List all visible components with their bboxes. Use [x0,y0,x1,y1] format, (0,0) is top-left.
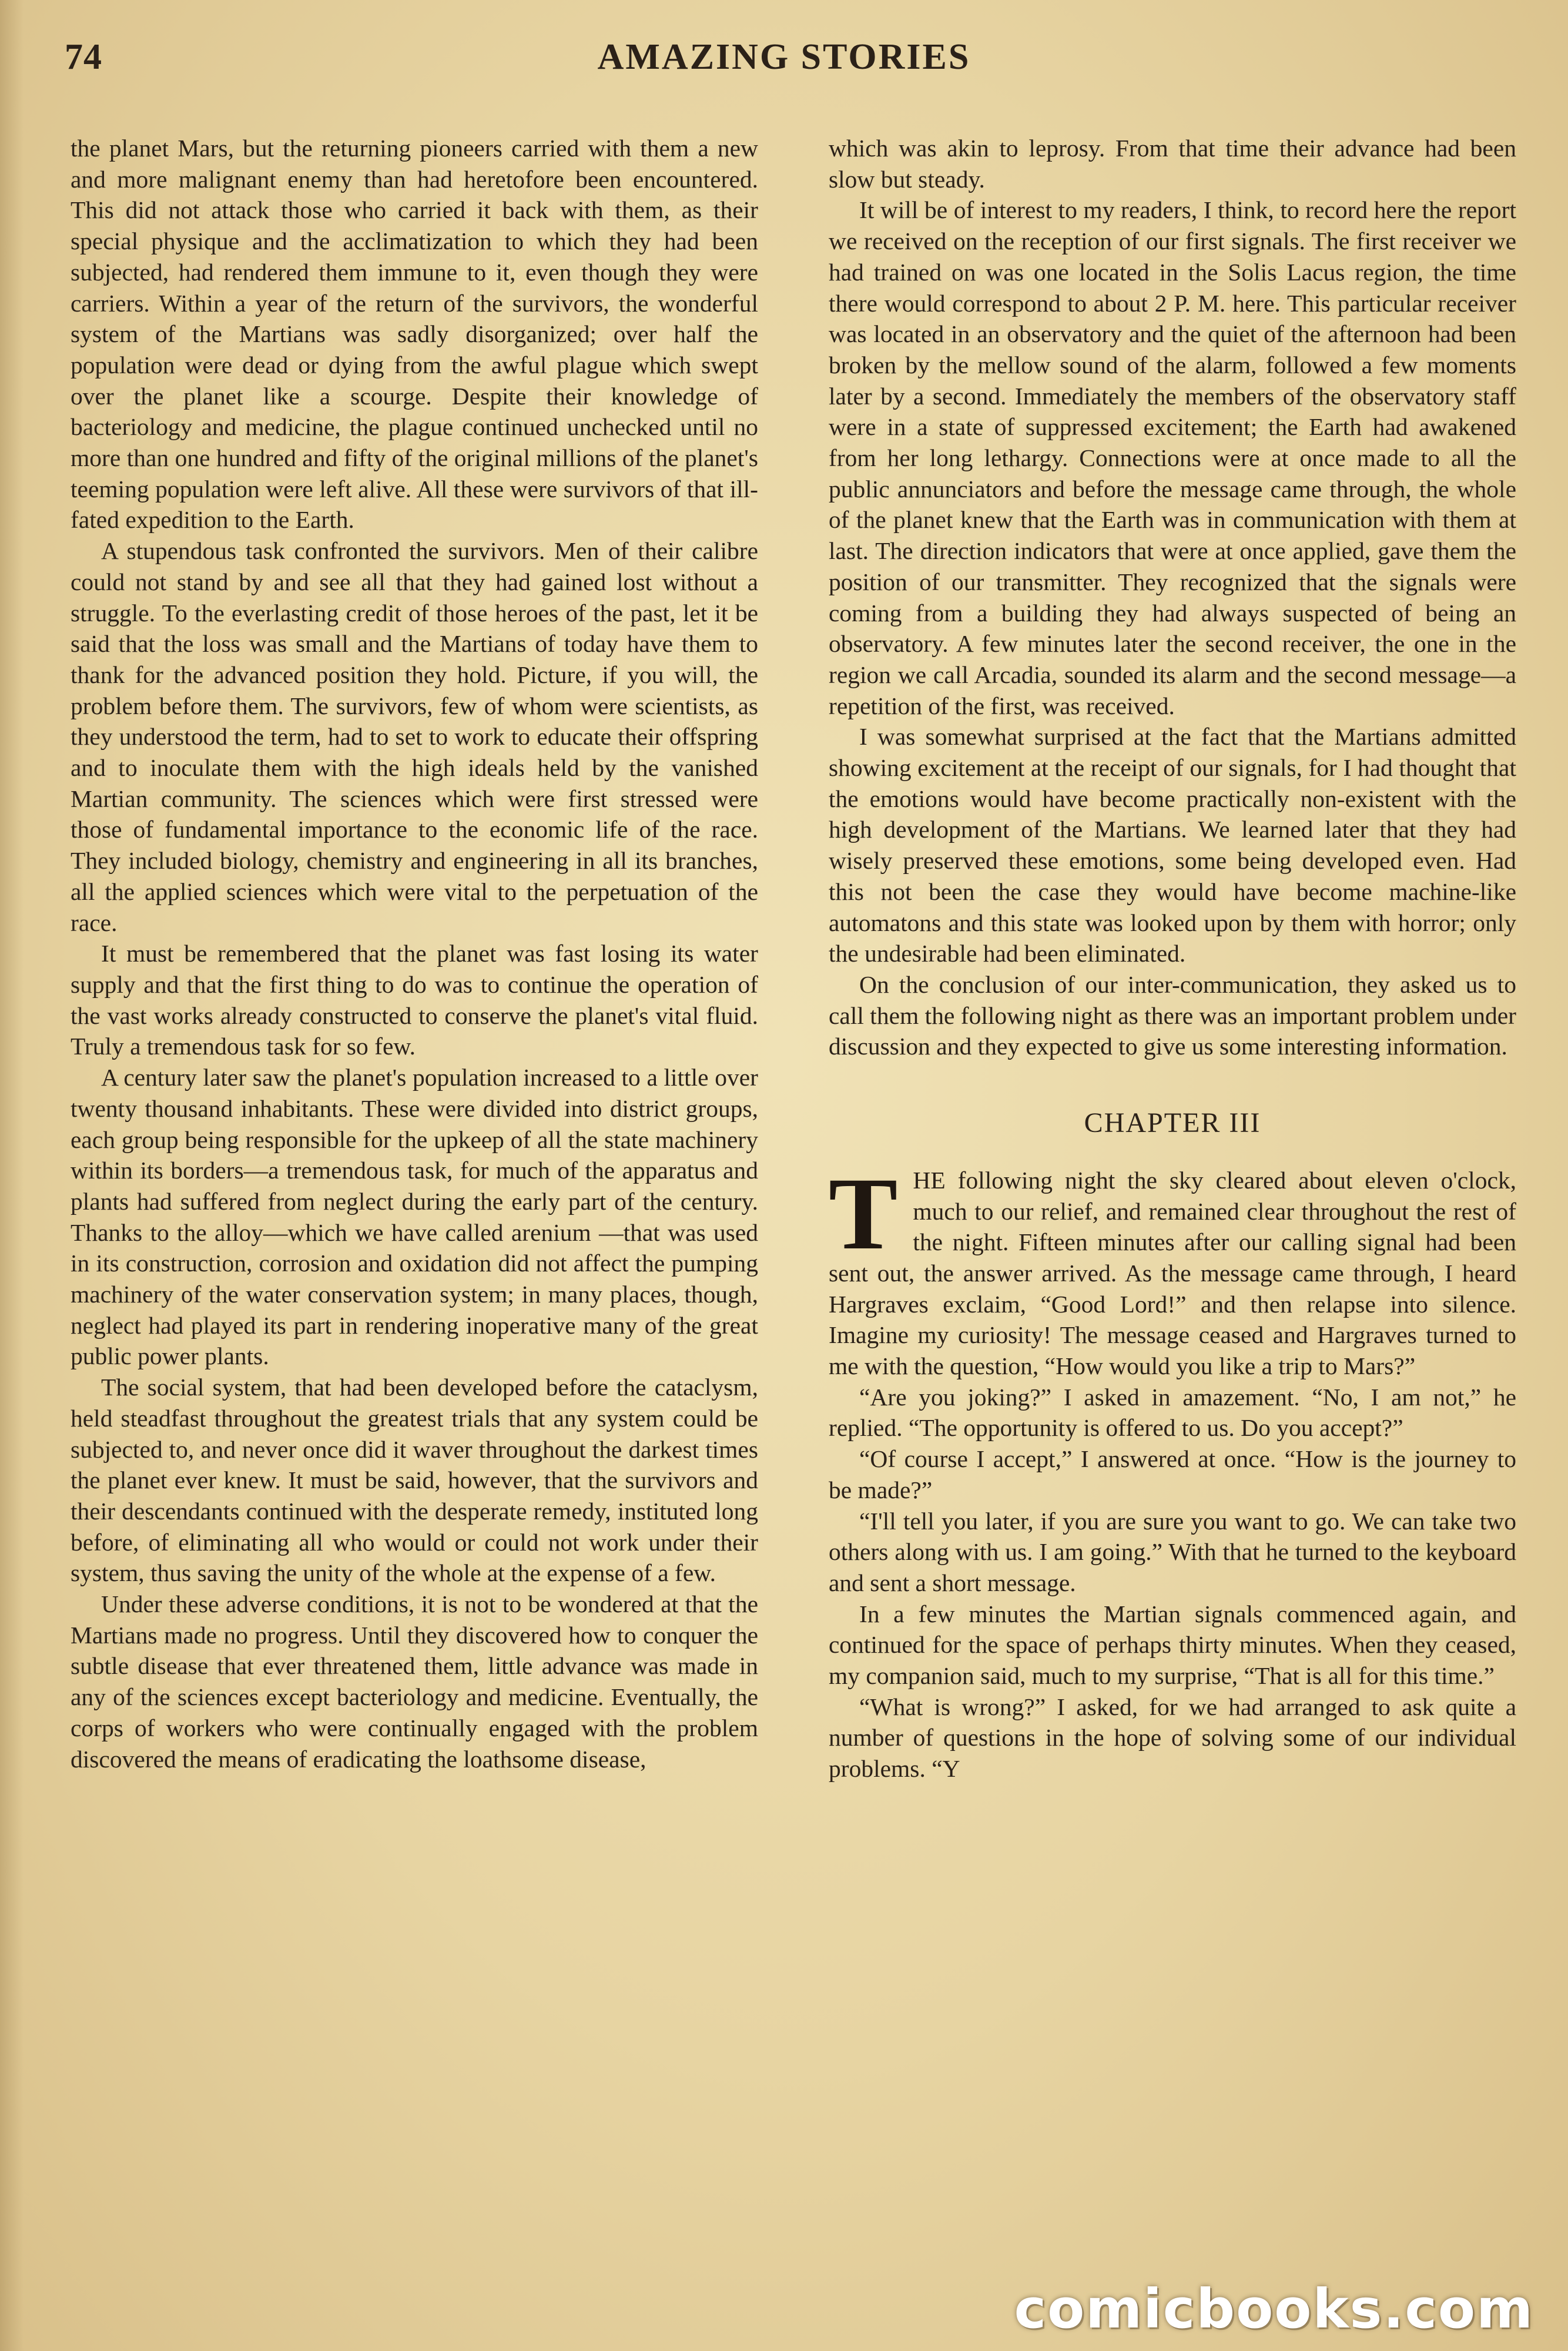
drop-cap: T [829,1156,898,1271]
paragraph: It must be remembered that the planet was fast losing its water supply and that the first thing to do was to continue the operation of the vast works already constructed to conserve the planet's vital fluid. Truly a tremendous task for so few. [71,940,758,1060]
paragraph: In a few minutes the Martian signals commenced again, and continued for the space of perhaps thirty minutes. When they ceased, my companion said, much to my surprise, “That is all for this time.” [829,1600,1516,1690]
paragraph: “I'll tell you later, if you are sure you want to go. We can take two others along with us. I am going.” With that he turned to the keyboard and sent a short message. [829,1507,1516,1596]
page-fold-shadow [0,0,24,2351]
paragraph: the planet Mars, but the returning pioneers carried with them a new and more malignant enemy than had heretofore been encountered. This did not attack those who carried it back with them, as their special physique and the acclimatization to which they had been subjected, had rendered them immune to it, even though they were carriers. Within a year of the return of the survivors, the wonderful system of the Martians was sadly disorganized; over half the population were dead or dying from the awful plague which swept over the planet like a scourge. Despite their knowledge of bacteriology and medicine, the plague continued unchecked until no more than one hundred and fifty of the original millions of the planet's teeming population were left alive. All these were survivors of that ill-fated expedition to the Earth. [71,135,758,534]
paragraph: On the conclusion of our inter-communication, they asked us to call them the following night as there was an important problem under discussion and they expected to give us some interesting information. [829,970,1516,1060]
paragraph: It will be of interest to my readers, I think, to record here the report we received on the reception of our first signals. The first receiver we had trained on was one located in the Solis Lacus region, the time there would correspond to about 2 P. M. here. This particular receiver was located in an observatory and the quiet of the afternoon had been broken by the mellow sound of the alarm, followed a few moments later by a second. Immediately the members of the observatory staff were in a state of suppressed excitement; the Earth had awakened from her long lethargy. Connections were at once made to all the public annunciators and before the message came through, the whole of the planet knew that the Earth was in communication with them at last. The direction indicators that were at once applied, gave them the position of our transmitter. They recognized that the signals were coming from a building they had always suspected of being an observatory. A few minutes later the second receiver, the one in the region we call Arcadia, sounded its alarm and the second message—a repetition of the first, was received. [829,196,1516,719]
page-number: 74 [65,37,102,77]
paragraph: “What is wrong?” I asked, for we had arranged to ask quite a number of questions in the hope of solving some of our individual problems. “Y [829,1693,1516,1783]
watermark: comicbooks.com [1014,2278,1534,2340]
paragraph: which was akin to leprosy. From that time their advance had been slow but steady. [829,135,1516,193]
paragraph: A century later saw the planet's population increased to a little over twenty thousand inhabitants. These were divided into district groups, each group being responsible for the upkeep of all the state machinery within its borders—a tremendous task, for much of the apparatus and plants had suffered from neglect during the early part of the century. Thanks to the alloy—which we have called arenium —that was used in its construction, corrosion and oxidation did not affect the pumping machinery of the water conservation system; in many places, though, neglect had played its part in rendering inoperative many of the great public power plants. [71,1064,758,1370]
paragraph: A stupendous task confronted the survivors. Men of their calibre could not stand by and see all that they had gained lost without a struggle. To the everlasting credit of those heroes of the past, let it be said that the loss was small and the Martians of today have them to thank for the advanced position they hold. Picture, if you will, the problem before them. The survivors, few of whom were scientists, as they understood the term, had to set to work to educate their offspring and to inoculate them with the high ideals held by the vanished Martian community. The sciences which were first stressed were those of fundamental importance to the economic life of the race. They included biology, chemistry and engineering in all its branches, all the applied sciences which were vital to the perpetuation of the race. [71,537,758,936]
paragraph: Under these adverse conditions, it is not to be wondered at that the Martians made no progress. Until they discovered how to conquer the subtle disease that ever threatened them, little advance was made in any of the sciences except bacteriology and medicine. Eventually, the corps of workers who were continually engaged with the problem discovered the means of eradicating the loathsome disease, [71,1590,758,1773]
paragraph: I was somewhat surprised at the fact that the Martians admitted showing excitement at the receipt of our signals, for I had thought that the emotions would have become practically non-existent with the high development of the Martians. We learned later that they had wisely preserved these emotions, some being developed even. Had this not been the case they would have become machine-like automatons and this state was looked upon by them with horror; only the undesirable had been eliminated. [829,723,1516,967]
paragraph: “Are you joking?” I asked in amazement. “No, I am not,” he replied. “The opportunity is offered to us. Do you accept?” [829,1383,1516,1442]
paragraph: The social system, that had been developed before the cataclysm, held steadfast throughout the greatest trials that any system could be subjected to, and never once did it waver throughout the darkest times the planet ever knew. It must be said, however, that the survivors and their descendants continued with the desperate remedy, instituted long before, of eliminating all who would or could not work under their system, thus saving the unity of the whole at the expense of a few. [71,1374,758,1587]
chapter-opening-text: HE following night the sky cleared about eleven o'clock, much to our relief, and remained clear throughout the rest of the night. Fifteen minutes after our calling signal had been sent out, the answer arrived. As the message came through, I heard Hargraves exclaim, “Good Lord!” and then relapse into silence. Imagine my curiosity! The message ceased and Hargraves turned to me with the question, “How would you like a trip to Mars?” [829,1166,1516,1380]
chapter-opening-paragraph [829,1156,1516,1382]
running-head: AMAZING STORIES [597,37,971,77]
right-column [829,133,1516,2308]
chapter-heading: CHAPTER III [1084,1107,1261,1139]
left-column [71,133,758,2308]
page-header [65,36,1503,89]
paragraph: “Of course I accept,” I answered at once. “How is the journey to be made?” [829,1445,1516,1503]
